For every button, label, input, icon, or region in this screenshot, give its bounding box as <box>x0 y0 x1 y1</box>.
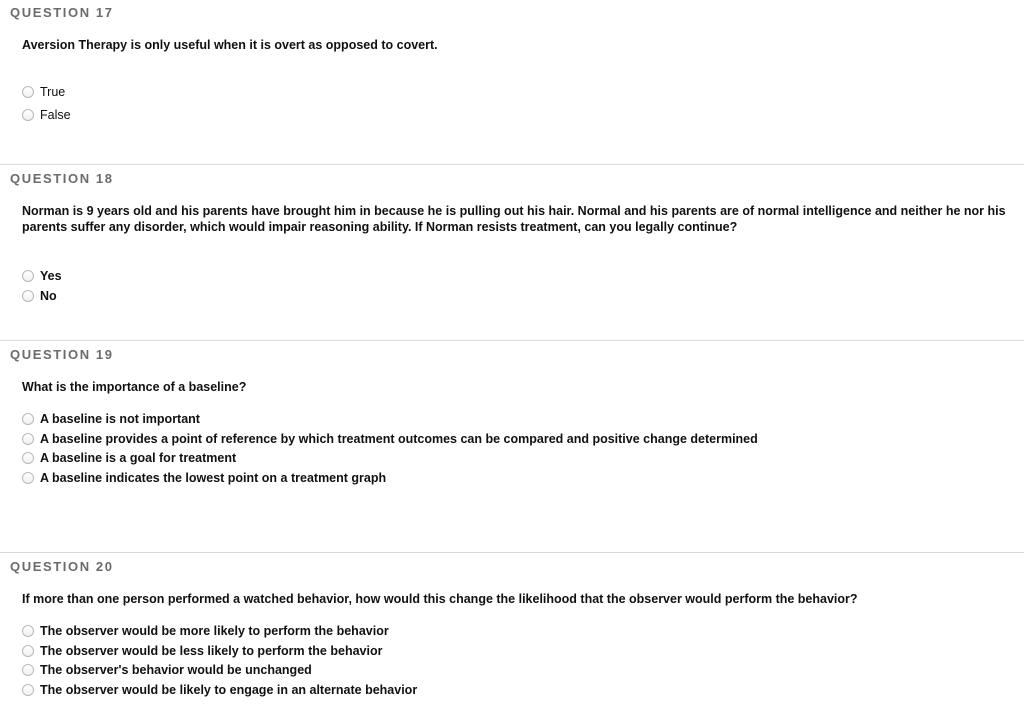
radio-button[interactable] <box>22 452 34 464</box>
option-false[interactable] <box>22 106 71 124</box>
option-label: No <box>40 289 57 303</box>
radio-button[interactable] <box>22 290 34 302</box>
question-17 <box>0 0 1024 164</box>
radio-button[interactable] <box>22 433 34 445</box>
option-label: The observer's behavior would be unchanged <box>40 663 312 677</box>
option-label: A baseline provides a point of reference by which treatment outcomes can be compared and positive change determined <box>40 432 758 446</box>
question-18 <box>0 164 1024 340</box>
option-point-of-reference[interactable] <box>22 430 758 448</box>
option-lowest-point[interactable] <box>22 469 386 487</box>
option-no[interactable] <box>22 287 57 305</box>
radio-button[interactable] <box>22 684 34 696</box>
question-title: QUESTION 19 <box>10 347 114 362</box>
question-20 <box>0 552 1024 717</box>
option-true[interactable] <box>22 83 65 101</box>
question-prompt: If more than one person performed a watched behavior, how would this change the likelihood that the observer would perform the behavior? <box>22 592 858 606</box>
option-label: The observer would be less likely to perform the behavior <box>40 644 383 658</box>
question-title: QUESTION 17 <box>10 5 114 20</box>
option-label: A baseline is not important <box>40 412 200 426</box>
radio-button[interactable] <box>22 645 34 657</box>
option-label: False <box>40 108 71 122</box>
question-prompt: What is the importance of a baseline? <box>22 380 247 394</box>
radio-button[interactable] <box>22 86 34 98</box>
question-19 <box>0 340 1024 552</box>
option-label: A baseline indicates the lowest point on a treatment graph <box>40 471 387 485</box>
option-yes[interactable] <box>22 267 62 285</box>
question-prompt: Norman is 9 years old and his parents have brought him in because he is pulling out his hair. Normal and his parents are of normal intelligence and neither he nor his parents suffer any disorder, which would impair reasoning ability. If Norman resists treatment, can you legally continue? <box>22 204 1006 234</box>
option-label: True <box>40 85 66 99</box>
option-goal[interactable] <box>22 449 236 467</box>
option-less-likely[interactable] <box>22 642 382 660</box>
radio-button[interactable] <box>22 625 34 637</box>
radio-button[interactable] <box>22 270 34 282</box>
option-more-likely[interactable] <box>22 622 389 640</box>
question-prompt: Aversion Therapy is only useful when it is overt as opposed to covert. <box>22 38 438 52</box>
option-alternate-behavior[interactable] <box>22 681 417 699</box>
radio-button[interactable] <box>22 472 34 484</box>
option-not-important[interactable] <box>22 410 200 428</box>
option-label: The observer would be likely to engage in an alternate behavior <box>40 683 418 697</box>
option-unchanged[interactable] <box>22 661 312 679</box>
option-label: Yes <box>40 269 62 283</box>
radio-button[interactable] <box>22 109 34 121</box>
radio-button[interactable] <box>22 413 34 425</box>
question-title: QUESTION 20 <box>10 559 114 574</box>
option-label: The observer would be more likely to perform the behavior <box>40 624 389 638</box>
question-title: QUESTION 18 <box>10 171 114 186</box>
option-label: A baseline is a goal for treatment <box>40 451 237 465</box>
radio-button[interactable] <box>22 664 34 676</box>
